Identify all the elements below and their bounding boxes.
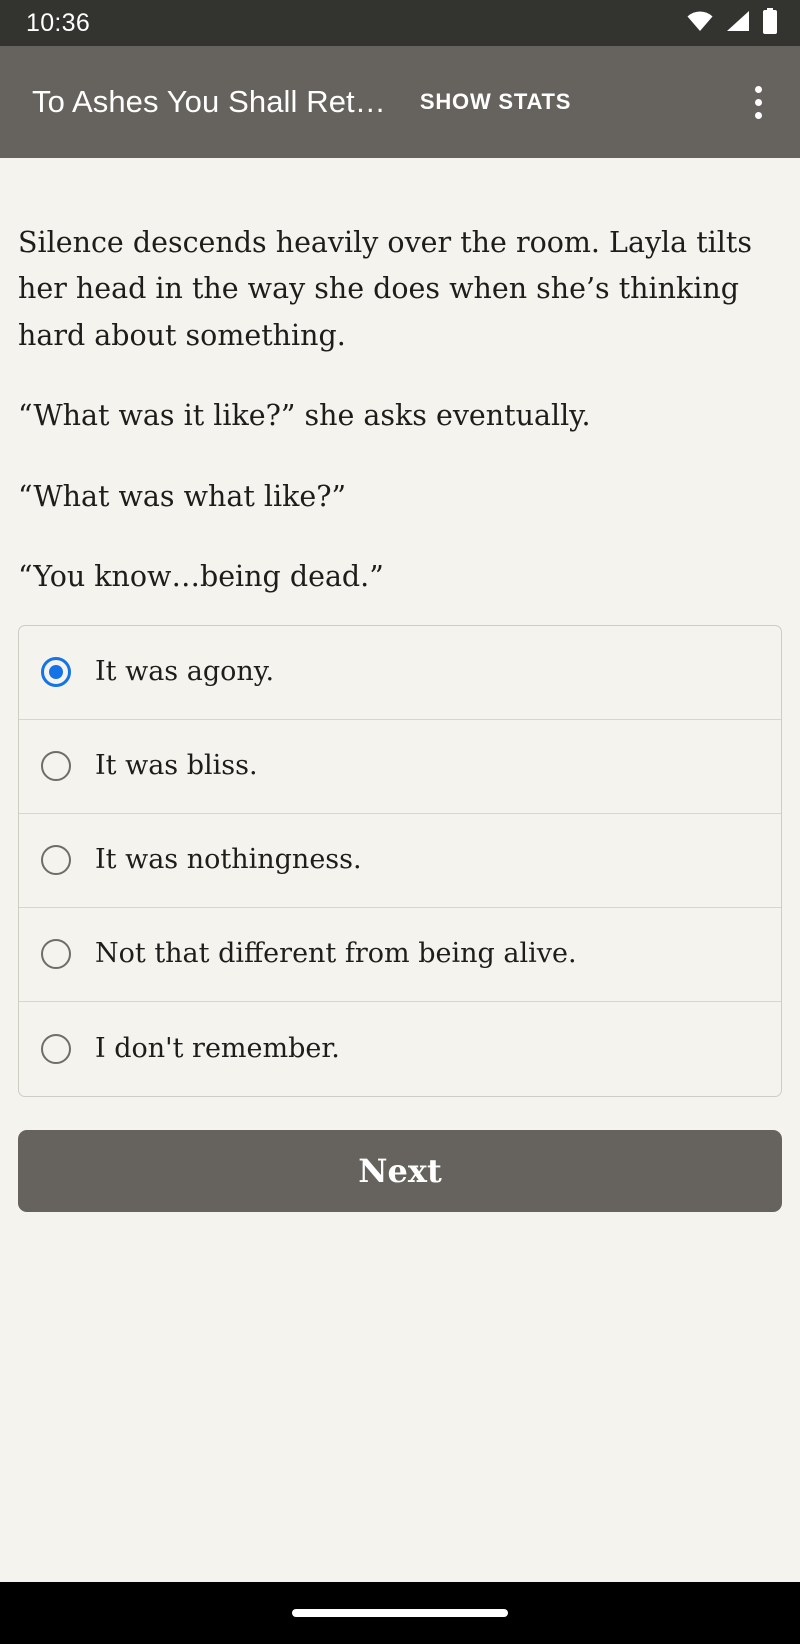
radio-button-icon[interactable] xyxy=(41,939,71,969)
next-button[interactable]: Next xyxy=(18,1130,782,1212)
system-navigation-bar xyxy=(0,1582,800,1644)
wifi-icon xyxy=(686,10,714,37)
choice-option[interactable] xyxy=(19,814,781,908)
radio-button-icon[interactable] xyxy=(41,845,71,875)
story-paragraph: “What was what like?” xyxy=(18,479,347,513)
story-paragraph: “You know…being dead.” xyxy=(18,560,384,594)
status-time: 10:36 xyxy=(26,8,91,37)
choice-option[interactable] xyxy=(19,626,781,720)
choice-label: It was agony. xyxy=(95,656,275,688)
home-gesture-pill[interactable] xyxy=(292,1609,508,1617)
choice-option[interactable] xyxy=(19,1002,781,1096)
choice-list xyxy=(18,625,782,1097)
choice-option[interactable] xyxy=(19,720,781,814)
radio-button-icon[interactable] xyxy=(41,751,71,781)
choice-option[interactable] xyxy=(19,908,781,1002)
page-title: To Ashes You Shall Ret… xyxy=(32,84,386,119)
story-text xyxy=(18,158,782,601)
show-stats-button[interactable]: SHOW STATS xyxy=(419,89,572,114)
more-vertical-icon[interactable] xyxy=(730,74,786,130)
battery-icon xyxy=(762,8,778,39)
choice-label: Not that different from being alive. xyxy=(95,938,577,970)
story-content xyxy=(0,158,800,1582)
radio-button-icon[interactable] xyxy=(41,1034,71,1064)
story-paragraph: “What was it like?” she asks eventually. xyxy=(18,399,591,433)
app-bar xyxy=(0,46,800,158)
status-bar xyxy=(0,0,800,46)
choice-label: I don't remember. xyxy=(95,1032,340,1064)
story-paragraph: Silence descends heavily over the room. Layla tilts her head in the way she does when she’s thinking hard about something. xyxy=(18,226,752,352)
status-icons xyxy=(686,8,778,39)
cell-signal-icon xyxy=(725,10,751,37)
radio-button-icon[interactable] xyxy=(41,657,71,687)
choice-label: It was bliss. xyxy=(95,750,258,782)
choice-label: It was nothingness. xyxy=(95,844,362,876)
